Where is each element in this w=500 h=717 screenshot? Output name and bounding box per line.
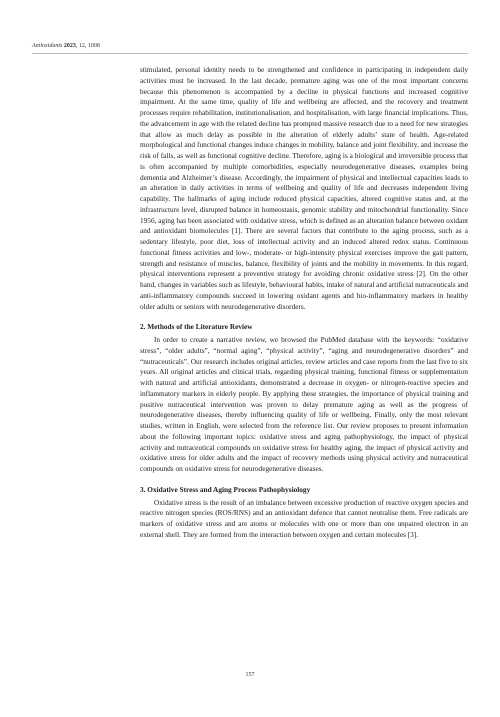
section-3-heading: 3. Oxidative Stress and Aging Process Pathophysiology [140,484,311,494]
page-number: 157 [245,672,255,678]
journal-name: Antioxidants [32,43,63,49]
paragraph-intro-continued: stimulated, personal identity needs to be strengthened and confidence in participating in independent daily activities must be increased. In the last decade, premature aging was one of the most important concerns because this phenomenon is accompanied by a decline in physical functions and increased cognitive impairment. At the same time, quality of life and wellbeing are affected, and the recovery and treatment processes require rehabilitation, institutionalisation, and hospitalisation, with large financial implications. Thus, the advancement in age with the related decline has prompted massive research due to a need for new strategies that allow as much delay as possible in the alteration of elderly adults’ state of health. Age-related morphological and functional changes induce changes in mobility, balance and joint flexibility, and increase the risk of falls, as well as functional cognitive decline. Therefore, aging is a biological and irreversible process that is often accompanied by multiple comorbidities, especially neurodegenerative diseases, examples being dementia and Alzheimer’s disease. Accordingly, the impairment of physical and intellectual capacities leads to an alteration in daily activities in terms of wellbeing and quality of life and decreases independent living capability. The hallmarks of aging include reduced physical capacities, altered cognitive status and, at the infrastructure level, disrupted balance in homeostasis, genomic stability and mitochondrial functionality. Since 1956, aging has been associated with oxidative stress, which is defined as an alteration balance between oxidant and antioxidant biomolecules [1]. There are several factors that contribute to the aging process, such as a sedentary lifestyle, poor diet, loss of intellectual activity and an induced altered redox status. Continuous functional fitness activities and low-, moderate- or high-intensity physical exercises improve the gait pattern, strength and resistance of muscles, balance, flexibility of joints and the mobility in movements. In this regard, physical interventions represent a preventive strategy for avoiding chronic oxidative stress [2]. On the other hand, changes in variables such as lifestyle, behavioural habits, intake of natural and artificial nutraceuticals and anti-inflammatory compounds succeed in lowering oxidant agents and bio-inflammatory markers in healthy older adults or seniors with neurodegenerative disorders. [140,65,468,311]
journal-volume-issue: , 12, 1008 [75,43,100,49]
paragraph-oxidative-stress: Oxidative stress is the result of an imbalance between excessive production of reactive oxygen species and reactive nitrogen species (ROS/RNS) and an antioxidant defence that cannot neutralise them. Free radicals are markers of oxidative stress and are atoms or molecules with one or more than one unpaired electron in an external shell. They are formed from the interaction between oxygen and certain molecules [3]. [140,497,468,539]
section-2-heading: 2. Methods of the Literature Review [140,322,253,332]
running-header [32,43,100,49]
paragraph-methods: In order to create a narrative review, we browsed the PubMed database with the keywords: “oxidative stress”, “older adults”, “normal aging”, “physical activity”, “aging and neurodegenerative disorders” and “nutraceuticals”. Our research includes original articles, review articles and case reports from the last five to six years. All original articles and clinical trials, regarding physical training, functional fitness or supplementation with natural and artificial antioxidants, demonstrated a decrease in oxygen- or nitrogen-reactive species and inflammatory markers in elderly people. By applying these strategies, the importance of physical training and positive nutraceutical intervention was proven to delay premature aging as well as the progress of neurodegenerative diseases, thereby influencing quality of life or wellbeing. Finally, only the most relevant studies, written in English, were selected from the reference list. Our review proposes to present information about the following important topics: oxidative stress and aging pathophysiology, the impact of physical activity and nutraceutical compounds on oxidative stress for healthy aging, the impact of physical activity and oxidative stress for older adults and the impact of recovery methods using physical activity and nutraceutical compounds on oxidative stress for neurodegenerative diseases. [140,335,468,473]
article-body [140,65,468,541]
header-rule [32,53,468,54]
journal-year: 2023 [63,43,76,49]
